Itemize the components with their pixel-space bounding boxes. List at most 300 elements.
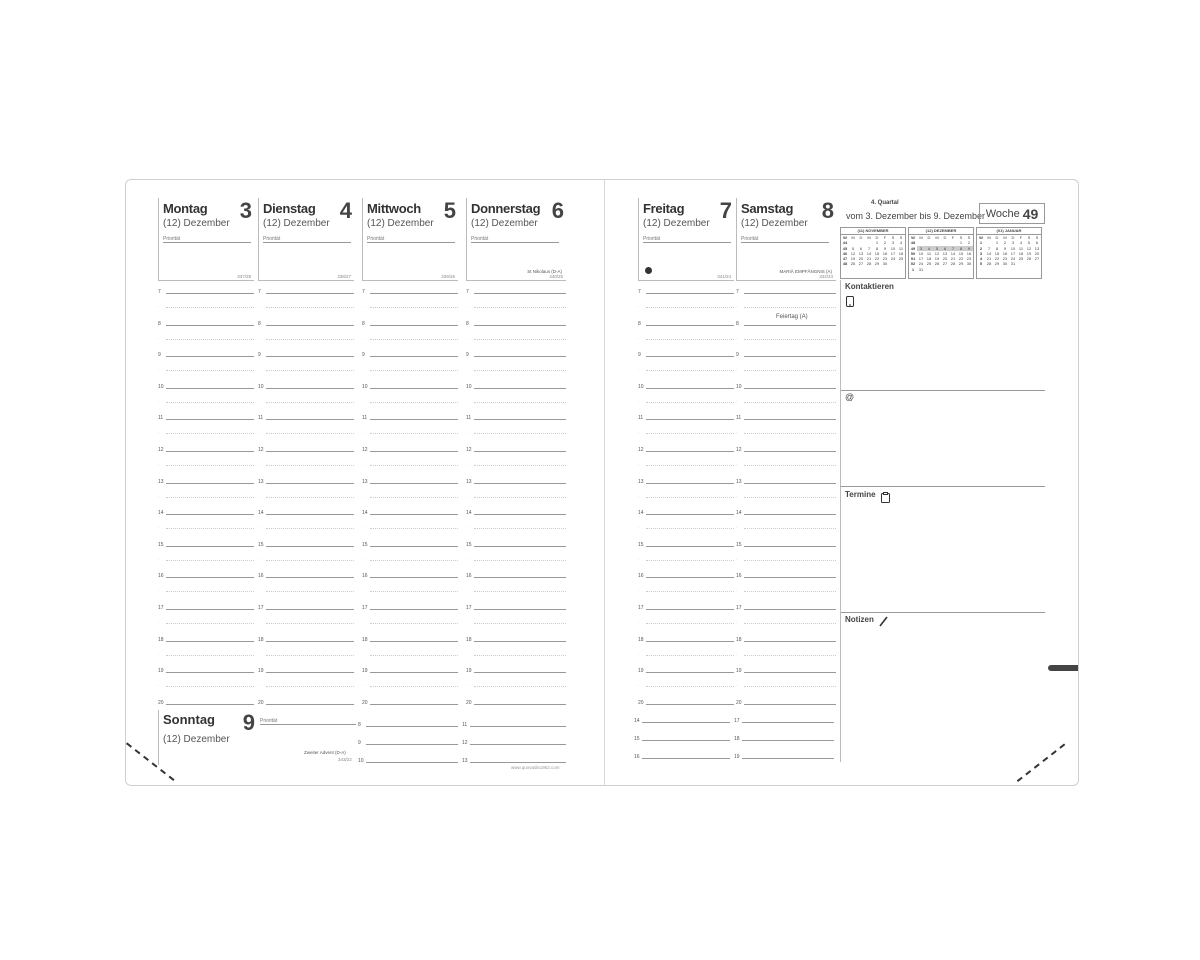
calendar-cell: 23 — [1002, 256, 1008, 262]
calendar-row — [909, 267, 973, 272]
day-header — [466, 198, 566, 281]
calendar-cell: 16 — [966, 250, 972, 256]
calendar-cell: F — [883, 235, 887, 240]
week-box — [979, 203, 1045, 224]
appointments-section — [840, 486, 1045, 613]
half-hour-dot: · — [158, 556, 160, 562]
half-hour-line — [166, 307, 254, 308]
calendar-cell: 8 — [995, 245, 999, 251]
half-hour-dot: · — [258, 398, 260, 404]
calendar-cell: 19 — [850, 256, 856, 262]
half-hour-dot: · — [638, 335, 640, 341]
half-hour-dot: · — [638, 398, 640, 404]
calendar-cell: 24 — [890, 256, 896, 262]
half-hour-line — [266, 339, 354, 340]
hour-line — [166, 609, 254, 610]
day-column-tuesday — [258, 198, 354, 731]
hour-label: 9 — [158, 352, 161, 359]
hour-label: 14 — [258, 510, 264, 517]
hour-line — [370, 641, 458, 642]
half-hour-line — [744, 307, 836, 308]
calendar-cell: 18 — [898, 250, 904, 256]
hour-row — [466, 510, 566, 542]
half-hour-dot: · — [158, 683, 160, 689]
calendar-cell: 7 — [987, 245, 991, 251]
half-hour-dot: · — [258, 651, 260, 657]
hour-label: 19 — [638, 668, 644, 675]
day-column-friday — [638, 198, 734, 731]
half-hour-line — [646, 655, 734, 656]
half-hour-dot: · — [258, 461, 260, 467]
hour-label: 17 — [158, 604, 164, 611]
hour-label: 7 — [466, 289, 469, 295]
half-hour-dot: · — [736, 651, 738, 657]
day-month: (12) Dezember — [263, 218, 330, 229]
hour-row — [362, 510, 458, 542]
hour-row — [362, 605, 458, 637]
calendar-cell: 4 — [925, 246, 933, 251]
calendar-cell: 48 — [842, 261, 848, 267]
half-hour-dot: · — [736, 304, 738, 309]
hour-row — [736, 542, 836, 574]
half-hour-dot: · — [736, 398, 738, 404]
hour-line — [370, 325, 458, 326]
half-hour-dot: · — [466, 556, 468, 562]
hour-line — [474, 609, 566, 610]
half-hour-line — [744, 465, 836, 466]
half-hour-line — [646, 370, 734, 371]
calendar-cell — [1033, 261, 1041, 266]
half-hour-dot: · — [736, 588, 738, 594]
hour-label: 18 — [158, 636, 164, 643]
half-hour-line — [474, 655, 566, 656]
half-hour-dot: · — [362, 493, 364, 499]
hour-line — [366, 762, 458, 763]
bullet-dot — [645, 267, 652, 274]
hour-label: 20 — [258, 699, 264, 706]
half-hour-dot: · — [362, 588, 364, 594]
calendar-cell: 5 — [1027, 240, 1031, 246]
hour-row — [466, 447, 566, 479]
hour-label: 13 — [258, 478, 264, 485]
hour-line — [642, 758, 730, 759]
calendar-cell: D — [1011, 235, 1015, 240]
hour-label: 12 — [736, 446, 742, 453]
calendar-cell: D — [875, 235, 879, 240]
hour-line — [166, 419, 254, 420]
half-hour-dot: · — [466, 588, 468, 594]
hour-row — [466, 637, 566, 669]
half-hour-line — [266, 528, 354, 529]
pen-icon — [879, 614, 888, 632]
half-hour-line — [166, 528, 254, 529]
half-hour-line — [474, 623, 566, 624]
half-hour-line — [166, 623, 254, 624]
day-month: (12) Dezember — [163, 734, 230, 745]
hour-row — [736, 321, 836, 353]
calendar-cell: 31 — [1010, 261, 1016, 267]
half-hour-line — [370, 370, 458, 371]
hour-line — [370, 419, 458, 420]
hour-label: 14 — [634, 718, 640, 724]
calendar-cell: 29 — [874, 261, 880, 267]
calendar-cell: 15 — [874, 250, 880, 256]
section-title: Notizen — [845, 615, 874, 624]
hour-label: 16 — [466, 573, 472, 580]
half-hour-dot: · — [362, 651, 364, 657]
hour-row — [638, 510, 734, 542]
hour-row — [736, 637, 836, 669]
hour-line — [646, 388, 734, 389]
half-hour-line — [370, 497, 458, 498]
day-name: Montag — [163, 201, 208, 216]
calendar-title: (11) NOVEMBER — [841, 228, 905, 235]
hour-row — [734, 736, 834, 754]
hour-label: 8 — [638, 320, 641, 327]
notes-section — [840, 612, 1045, 762]
half-hour-dot: · — [638, 525, 640, 531]
calendar-cell: W — [843, 235, 847, 240]
half-hour-dot: · — [362, 367, 364, 373]
hour-label: 20 — [736, 699, 742, 706]
hour-line — [266, 325, 354, 326]
priority-label: Priorität — [263, 236, 351, 243]
hour-label: 8 — [736, 320, 739, 327]
day-column-wednesday — [362, 198, 458, 731]
calendar-cell: 10 — [890, 245, 896, 251]
half-hour-dot: · — [158, 461, 160, 467]
calendar-cell: 26 — [1026, 256, 1032, 262]
hour-row — [734, 718, 834, 736]
hour-row — [466, 289, 566, 321]
half-hour-line — [744, 370, 836, 371]
hour-label: 18 — [258, 636, 264, 643]
calendar-cell: D — [943, 235, 947, 240]
hour-row — [734, 754, 834, 772]
hour-line — [166, 546, 254, 547]
half-hour-line — [266, 433, 354, 434]
day-number: 8 — [821, 198, 834, 223]
hour-line — [166, 483, 254, 484]
half-hour-line — [646, 497, 734, 498]
hour-row — [638, 573, 734, 605]
day-header — [258, 198, 354, 281]
hour-line — [366, 726, 458, 727]
day-month: (12) Dezember — [163, 218, 230, 229]
half-hour-dot: · — [362, 430, 364, 436]
hour-row — [158, 637, 254, 669]
hour-line — [646, 483, 734, 484]
week-number: 49 — [1022, 205, 1039, 222]
hour-label: 9 — [638, 352, 641, 359]
half-hour-line — [166, 370, 254, 371]
hour-line — [744, 641, 836, 642]
half-hour-line — [744, 560, 836, 561]
hour-label: 20 — [638, 699, 644, 706]
calendar-cell: 23 — [882, 256, 888, 262]
calendar-title: (12) DEZEMBER — [909, 228, 973, 235]
calendar-cell: 16 — [882, 250, 888, 256]
half-hour-dot: · — [362, 525, 364, 531]
hour-line — [646, 451, 734, 452]
mini-calendar-january — [976, 227, 1042, 279]
half-hour-line — [266, 370, 354, 371]
half-hour-line — [166, 655, 254, 656]
hour-line — [474, 514, 566, 515]
half-hour-line — [646, 528, 734, 529]
priority-label: Priorität — [643, 236, 731, 243]
hour-label: 13 — [638, 478, 644, 485]
hour-label: 17 — [362, 604, 368, 611]
hour-line — [474, 388, 566, 389]
day-code: 340/25 — [549, 274, 563, 279]
hour-row — [638, 479, 734, 511]
calendar-cell: 44 — [842, 240, 848, 246]
calendar-cell: S — [899, 235, 903, 240]
hour-label: 19 — [736, 668, 742, 675]
calendar-cell: 5 — [933, 246, 941, 251]
half-hour-dot: · — [736, 525, 738, 531]
hour-label: 12 — [462, 740, 468, 746]
hour-label: 7 — [736, 289, 739, 295]
hour-row — [362, 668, 458, 700]
half-hour-dot: · — [158, 304, 160, 309]
hour-line — [646, 672, 734, 673]
half-hour-dot: · — [736, 461, 738, 467]
hour-label: 10 — [158, 383, 164, 390]
calendar-cell: 22 — [994, 256, 1000, 262]
hour-line — [166, 451, 254, 452]
calendar-cell: 46 — [842, 250, 848, 256]
quarter-label: 4. Quartal — [871, 200, 899, 206]
calendar-cell: 5 — [851, 245, 855, 251]
hour-row — [362, 573, 458, 605]
calendar-cell: 19 — [1026, 250, 1032, 256]
hour-row — [258, 321, 354, 353]
calendar-cell: 25 — [898, 256, 904, 262]
calendar-cell: 3 — [891, 240, 895, 246]
calendar-cell: 52 — [910, 261, 916, 267]
hour-row — [466, 415, 566, 447]
hour-line — [646, 356, 734, 357]
calendar-cell: 26 — [850, 261, 856, 267]
half-hour-dot: · — [258, 367, 260, 373]
half-hour-line — [166, 686, 254, 687]
hour-label: 7 — [258, 289, 261, 295]
hour-grid — [736, 289, 836, 731]
hour-row — [158, 384, 254, 416]
day-header — [158, 198, 254, 281]
hour-row — [158, 415, 254, 447]
half-hour-line — [646, 623, 734, 624]
hour-label: 17 — [466, 604, 472, 611]
calendar-cell: 18 — [926, 256, 932, 262]
hour-row — [258, 447, 354, 479]
calendar-cell — [889, 261, 897, 266]
half-hour-dot: · — [158, 619, 160, 625]
half-hour-dot: · — [258, 304, 260, 309]
half-hour-dot: · — [466, 683, 468, 689]
hour-row — [466, 542, 566, 574]
calendar-cell — [933, 267, 941, 272]
half-hour-dot: · — [466, 461, 468, 467]
calendar-cell: 2 — [883, 240, 887, 246]
hour-line — [474, 546, 566, 547]
half-hour-line — [166, 339, 254, 340]
half-hour-dot: · — [158, 335, 160, 341]
hour-line — [744, 419, 836, 420]
half-hour-dot: · — [466, 367, 468, 373]
hour-line — [744, 483, 836, 484]
half-hour-line — [166, 402, 254, 403]
hour-row — [362, 384, 458, 416]
half-hour-dot: · — [158, 493, 160, 499]
hour-line — [166, 356, 254, 357]
calendar-cell: 6 — [1035, 240, 1039, 246]
calendar-cell — [925, 267, 933, 272]
day-number: 9 — [242, 710, 255, 735]
hour-line — [370, 451, 458, 452]
calendar-cell: S — [1035, 235, 1039, 240]
half-hour-line — [646, 560, 734, 561]
hour-label: 19 — [466, 668, 472, 675]
calendar-cell: 18 — [1018, 250, 1024, 256]
half-hour-dot: · — [258, 525, 260, 531]
hour-label: 18 — [466, 636, 472, 643]
half-hour-dot: · — [158, 430, 160, 436]
hour-line — [370, 577, 458, 578]
calendar-cell: 2 — [967, 240, 971, 246]
hour-label: 18 — [734, 736, 740, 742]
hour-label: 10 — [466, 383, 472, 390]
hour-label: 7 — [638, 289, 641, 295]
half-hour-line — [166, 591, 254, 592]
hour-label: 19 — [158, 668, 164, 675]
calendar-cell: 31 — [918, 266, 924, 272]
day-number: 4 — [339, 198, 352, 223]
half-hour-dot: · — [466, 493, 468, 499]
calendar-cell: 12 — [934, 250, 940, 256]
half-hour-line — [744, 402, 836, 403]
hour-line — [470, 744, 566, 745]
calendar-cell: S — [1027, 235, 1031, 240]
hour-line — [266, 419, 354, 420]
half-hour-dot: · — [638, 367, 640, 373]
hour-label: 15 — [158, 541, 164, 548]
half-hour-line — [744, 591, 836, 592]
calendar-cell: 27 — [942, 261, 948, 267]
calendar-cell: 2 — [1003, 240, 1007, 246]
hour-label: 14 — [158, 510, 164, 517]
hour-row — [362, 447, 458, 479]
hour-label: 11 — [736, 415, 742, 422]
calendar-cell — [957, 267, 965, 272]
holiday-note: Feiertag (A) — [776, 314, 808, 320]
hour-line — [642, 722, 730, 723]
calendar-cell: 21 — [866, 256, 872, 262]
day-column-thursday — [466, 198, 566, 731]
hour-label: 9 — [736, 352, 739, 359]
calendar-title: (01) JANUAR — [977, 228, 1041, 235]
day-number: 5 — [443, 198, 456, 223]
calendar-cell: 9 — [883, 245, 887, 251]
half-hour-line — [166, 560, 254, 561]
hour-label: 9 — [258, 352, 261, 359]
half-hour-line — [266, 497, 354, 498]
hour-row — [158, 668, 254, 700]
day-header — [638, 198, 734, 281]
half-hour-dot: · — [362, 398, 364, 404]
calendar-cell — [965, 267, 973, 272]
hour-row — [158, 352, 254, 384]
half-hour-dot: · — [466, 525, 468, 531]
day-event: MARIÄ EMPFÄNGNIS (A) — [779, 269, 832, 274]
half-hour-line — [474, 339, 566, 340]
half-hour-line — [646, 307, 734, 308]
half-hour-dot: · — [466, 430, 468, 436]
priority-label: Priorität — [163, 236, 251, 243]
hour-row — [736, 447, 836, 479]
calendar-cell: 12 — [850, 250, 856, 256]
half-hour-dot: · — [158, 588, 160, 594]
day-code: 339/26 — [441, 274, 455, 279]
half-hour-dot: · — [466, 304, 468, 309]
day-column-monday — [158, 198, 254, 731]
hour-line — [744, 577, 836, 578]
calendar-cell: 2 — [979, 245, 983, 251]
half-hour-line — [266, 655, 354, 656]
hour-line — [266, 483, 354, 484]
hour-label: 20 — [158, 699, 164, 706]
hour-row — [638, 637, 734, 669]
hour-row — [158, 605, 254, 637]
calendar-cell: 24 — [918, 261, 924, 267]
hour-label: 16 — [638, 573, 644, 580]
calendar-cell: 12 — [1026, 245, 1032, 251]
hour-row — [258, 542, 354, 574]
half-hour-dot: · — [258, 335, 260, 341]
day-code: 342/23 — [819, 274, 833, 279]
hour-row — [466, 384, 566, 416]
hour-line — [266, 641, 354, 642]
hour-row — [358, 740, 458, 758]
calendar-cell: 8 — [957, 246, 965, 251]
calendar-cell — [897, 261, 905, 266]
half-hour-dot: · — [362, 335, 364, 341]
calendar-cell: 1 — [911, 266, 915, 272]
hour-line — [474, 325, 566, 326]
hour-line — [474, 641, 566, 642]
calendar-cell: 22 — [958, 256, 964, 262]
calendar-cell: 47 — [842, 256, 848, 262]
hour-label: 17 — [736, 604, 742, 611]
calendar-cell: 29 — [994, 261, 1000, 267]
hour-label: 19 — [734, 754, 740, 760]
hour-line — [744, 325, 836, 326]
calendar-cell: 17 — [890, 250, 896, 256]
half-hour-line — [266, 465, 354, 466]
hour-label: 15 — [634, 736, 640, 742]
day-name: Mittwoch — [367, 201, 421, 216]
half-hour-line — [370, 307, 458, 308]
hour-grid — [638, 289, 734, 731]
hour-row — [258, 700, 354, 732]
hour-row — [158, 510, 254, 542]
hour-line — [266, 577, 354, 578]
calendar-cell: 16 — [1002, 250, 1008, 256]
hour-line — [474, 293, 566, 294]
half-hour-line — [646, 402, 734, 403]
